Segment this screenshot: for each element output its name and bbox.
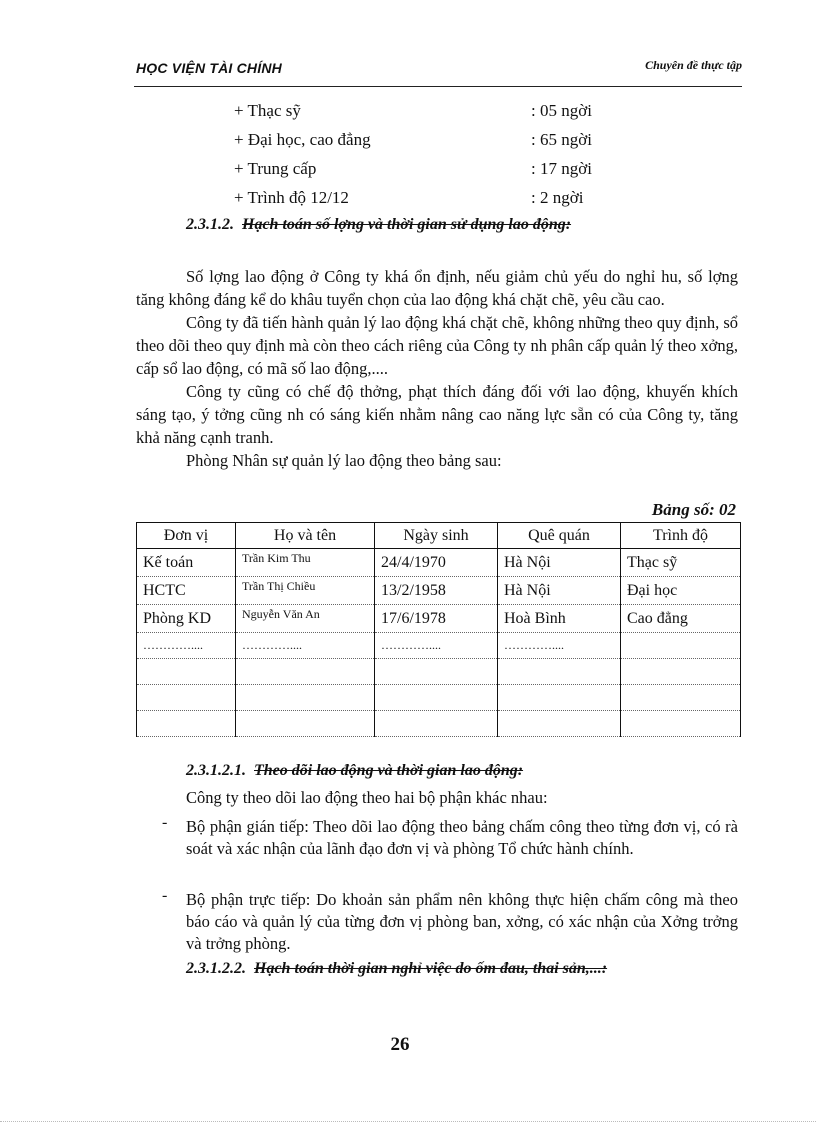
column-header: Đơn vị [137, 523, 236, 549]
table-cell: Trần Kim Thu [236, 549, 375, 577]
table-cell: Đại học [621, 577, 741, 605]
table-cell [236, 711, 375, 737]
section-heading-23121 [186, 762, 523, 780]
section-heading-23122 [186, 960, 607, 978]
table-cell [375, 685, 498, 711]
table-row [137, 633, 741, 659]
column-header: Trình độ [621, 523, 741, 549]
table-cell [621, 685, 741, 711]
table-cell [498, 659, 621, 685]
bullet-marker: - [162, 814, 168, 831]
page-number: 26 [390, 1034, 410, 1055]
header-institution: HỌC VIỆN TÀI CHÍNH [136, 60, 282, 76]
qualification-value: : 65 ngời [531, 130, 592, 149]
section-title: Theo dõi lao động và thời gian lao động: [254, 762, 524, 779]
qualification-label: + Trình độ 12/12 [234, 188, 349, 207]
table-cell: Phòng KD [137, 605, 236, 633]
table-caption: Bảng số: 02 [651, 500, 736, 519]
table-cell [375, 711, 498, 737]
section-heading-2312 [186, 216, 571, 234]
section-title: Hạch toán thời gian nghỉ việc do ốm đau, thai sản,...: [254, 960, 608, 977]
qualification-value: : 2 ngời [531, 188, 584, 207]
section-intro: Công ty theo dõi lao động theo hai bộ phận khác nhau: [186, 788, 548, 807]
body-text [136, 265, 738, 472]
qualification-value: : 17 ngời [531, 159, 592, 178]
staff-table [136, 522, 741, 737]
section-number: 2.3.1.2.2. [186, 960, 246, 977]
table-cell [621, 659, 741, 685]
table-cell: ………….... [498, 633, 621, 659]
paragraph: Công ty đã tiến hành quản lý lao động khá chặt chẽ, không những theo quy định, sổ theo dõi theo quy định mà còn theo cách riêng của Công ty nh phân cấp quản lý theo xởng, cấp sổ lao động, có mã số lao động,.... [136, 313, 738, 378]
qualification-label: + Thạc sỹ [234, 101, 301, 120]
table-cell: 17/6/1978 [375, 605, 498, 633]
table-row [137, 685, 741, 711]
bullet-item: Bộ phận trực tiếp: Do khoản sản phẩm nên không thực hiện chấm công mà theo báo cáo và quản lý của từng đơn vị phòng ban, xởng, có xác nhận của Xởng trởng và trởng phòng. [186, 890, 738, 953]
table-cell [137, 659, 236, 685]
paragraph: Công ty cũng có chế độ thởng, phạt thích đáng đối với lao động, khuyến khích sáng tạo, ý tởng cũng nh có sáng kiến nhằm nâng cao năng lực sẵn có của Công ty, tăng khả năng cạnh tranh. [136, 382, 738, 447]
column-header: Quê quán [498, 523, 621, 549]
table-cell: Hà Nội [498, 549, 621, 577]
table-cell: ………….... [236, 633, 375, 659]
table-cell: Cao đẳng [621, 605, 741, 633]
page-bottom-divider [0, 1121, 816, 1122]
table-cell [137, 685, 236, 711]
table-cell [621, 633, 741, 659]
bullet-item: Bộ phận gián tiếp: Theo dõi lao động theo bảng chấm công theo từng đơn vị, có rà soát và xác nhận của lãnh đạo đơn vị và phòng Tổ chức hành chính. [186, 817, 738, 858]
section-title: Hạch toán số lợng và thời gian sử dụng lao động: [242, 216, 572, 233]
qualification-label: + Đại học, cao đẳng [234, 130, 371, 149]
qualification-label: + Trung cấp [234, 159, 317, 178]
table-cell: 13/2/1958 [375, 577, 498, 605]
table-cell [498, 711, 621, 737]
table-row [137, 577, 741, 605]
table-cell: Thạc sỹ [621, 549, 741, 577]
qualification-value: : 05 ngời [531, 101, 592, 120]
table-cell [236, 659, 375, 685]
table-cell: Trần Thị Chiều [236, 577, 375, 605]
paragraph: Số lợng lao động ở Công ty khá ổn định, nếu giảm chủ yếu do nghỉ hu, số lợng tăng không đáng kể do khâu tuyển chọn của lao động khá chặt chẽ, yêu cầu cao. [136, 267, 738, 309]
table-cell [236, 685, 375, 711]
table-row [137, 549, 741, 577]
section-number: 2.3.1.2. [186, 216, 234, 233]
paragraph: Phòng Nhân sự quản lý lao động theo bảng sau: [186, 451, 502, 470]
header-divider [134, 86, 742, 87]
table-cell [621, 711, 741, 737]
table-row [137, 711, 741, 737]
table-cell: Hoà Bình [498, 605, 621, 633]
table-cell: ………….... [375, 633, 498, 659]
header-doc-type: Chuyên đề thực tập [645, 58, 742, 72]
table-cell: Hà Nội [498, 577, 621, 605]
column-header: Ngày sinh [375, 523, 498, 549]
table-cell: ………….... [137, 633, 236, 659]
table-cell [137, 711, 236, 737]
table-cell: Kế toán [137, 549, 236, 577]
section-number: 2.3.1.2.1. [186, 762, 246, 779]
bullet-marker: - [162, 887, 168, 904]
table-cell [498, 685, 621, 711]
table-header-row [137, 523, 741, 549]
table-row [137, 659, 741, 685]
table-cell: 24/4/1970 [375, 549, 498, 577]
table-cell: HCTC [137, 577, 236, 605]
column-header: Họ và tên [236, 523, 375, 549]
table-row [137, 605, 741, 633]
table-cell: Nguyễn Văn An [236, 605, 375, 633]
table-cell [375, 659, 498, 685]
